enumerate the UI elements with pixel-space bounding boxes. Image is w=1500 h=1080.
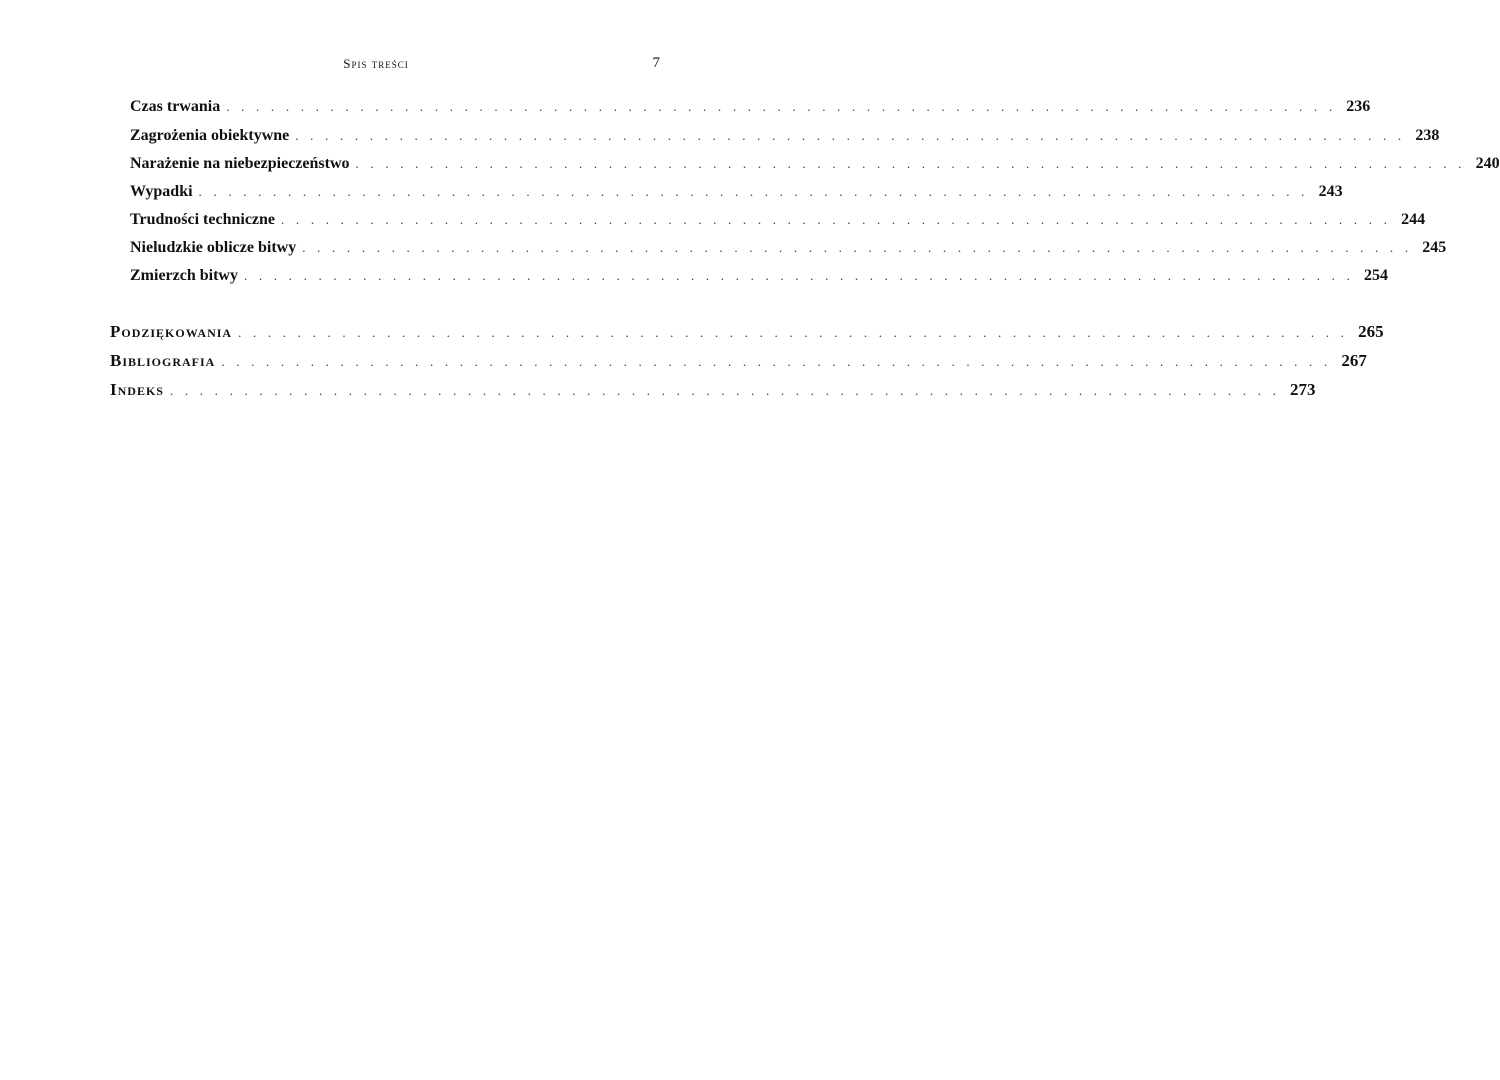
toc-leader-dots: . . . . . . . . . . . . . . . . . . . . . . . . . . . . . . . . . . . . . . . . . . . . . . . . . . . . . . . . . . . . . . . . . . . . . . . . . . . [243,268,1355,283]
toc-chapter-page: 265 [1358,322,1384,341]
toc-chapter-page: 273 [1290,380,1316,399]
toc-entry [130,239,1447,263]
toc-leader-dots: . . . . . . . . . . . . . . . . . . . . . . . . . . . . . . . . . . . . . . . . . . . . . . . . . . . . . . . . . . . . . . . . . . . . . . . . . . . [226,99,1337,114]
toc-entry-page: 243 [1318,183,1343,200]
toc-chapter-entry [110,380,1316,404]
toc-entry-title: Zmierzch bitwy [130,267,238,284]
toc-entry-page: 240 [1475,155,1500,172]
toc-entry-page: 238 [1415,127,1440,144]
toc-entry-title: Czas trwania [130,98,221,115]
toc-entry [130,127,1440,151]
toc-leader-dots: . . . . . . . . . . . . . . . . . . . . . . . . . . . . . . . . . . . . . . . . . . . . . . . . . . . . . . . . . . . . . . . . . . . . . . . . . . . [238,325,1349,340]
toc-entry [130,267,1389,291]
toc-entry-title: Trudności techniczne [130,211,276,228]
toc-entry [130,183,1343,207]
toc-entry-page: 245 [1422,239,1447,256]
toc-entry-page: 254 [1364,267,1389,284]
toc-leader-dots: . . . . . . . . . . . . . . . . . . . . . . . . . . . . . . . . . . . . . . . . . . . . . . . . . . . . . . . . . . . . . . . . . . . . . . . . . . . [221,354,1332,369]
toc-leader-dots: . . . . . . . . . . . . . . . . . . . . . . . . . . . . . . . . . . . . . . . . . . . . . . . . . . . . . . . . . . . . . . . . . . . . . . . . . . . [355,156,1466,171]
toc-leader-dots: . . . . . . . . . . . . . . . . . . . . . . . . . . . . . . . . . . . . . . . . . . . . . . . . . . . . . . . . . . . . . . . . . . . . . . . . . . . [295,128,1406,143]
running-title: Spis treści [343,56,409,71]
toc-leader-dots: . . . . . . . . . . . . . . . . . . . . . . . . . . . . . . . . . . . . . . . . . . . . . . . . . . . . . . . . . . . . . . . . . . . . . . . . . . . [302,240,1413,255]
toc-entry-title: Wypadki [130,183,193,200]
toc-chapter-title: Indeks [110,380,164,399]
toc-chapter-title: Bibliografia [110,351,216,370]
page-number: 7 [652,55,660,71]
toc-entry-title: Nieludzkie oblicze bitwy [130,239,297,256]
toc-entry-title: Narażenie na niebezpieczeństwo [130,155,350,172]
toc-leader-dots: . . . . . . . . . . . . . . . . . . . . . . . . . . . . . . . . . . . . . . . . . . . . . . . . . . . . . . . . . . . . . . . . . . . . . . . . . . . [198,184,1309,199]
toc-entry-page: 236 [1346,98,1371,115]
toc-entry-title: Zagrożenia obiektywne [130,127,290,144]
toc-chapter-entry [110,322,1384,346]
toc-entry-page: 244 [1401,211,1426,228]
toc-chapter-entry [110,351,1367,375]
toc-entry [130,211,1426,235]
running-head [0,56,752,76]
toc-leader-dots: . . . . . . . . . . . . . . . . . . . . . . . . . . . . . . . . . . . . . . . . . . . . . . . . . . . . . . . . . . . . . . . . . . . . . . . . . . . [169,383,1281,398]
toc-chapter-title: Podziękowania [110,322,233,341]
toc-leader-dots: . . . . . . . . . . . . . . . . . . . . . . . . . . . . . . . . . . . . . . . . . . . . . . . . . . . . . . . . . . . . . . . . . . . . . . . . . . . [281,212,1392,227]
toc-entry [130,98,1371,122]
toc-entry [130,155,1500,179]
toc-chapter-page: 267 [1341,351,1367,370]
